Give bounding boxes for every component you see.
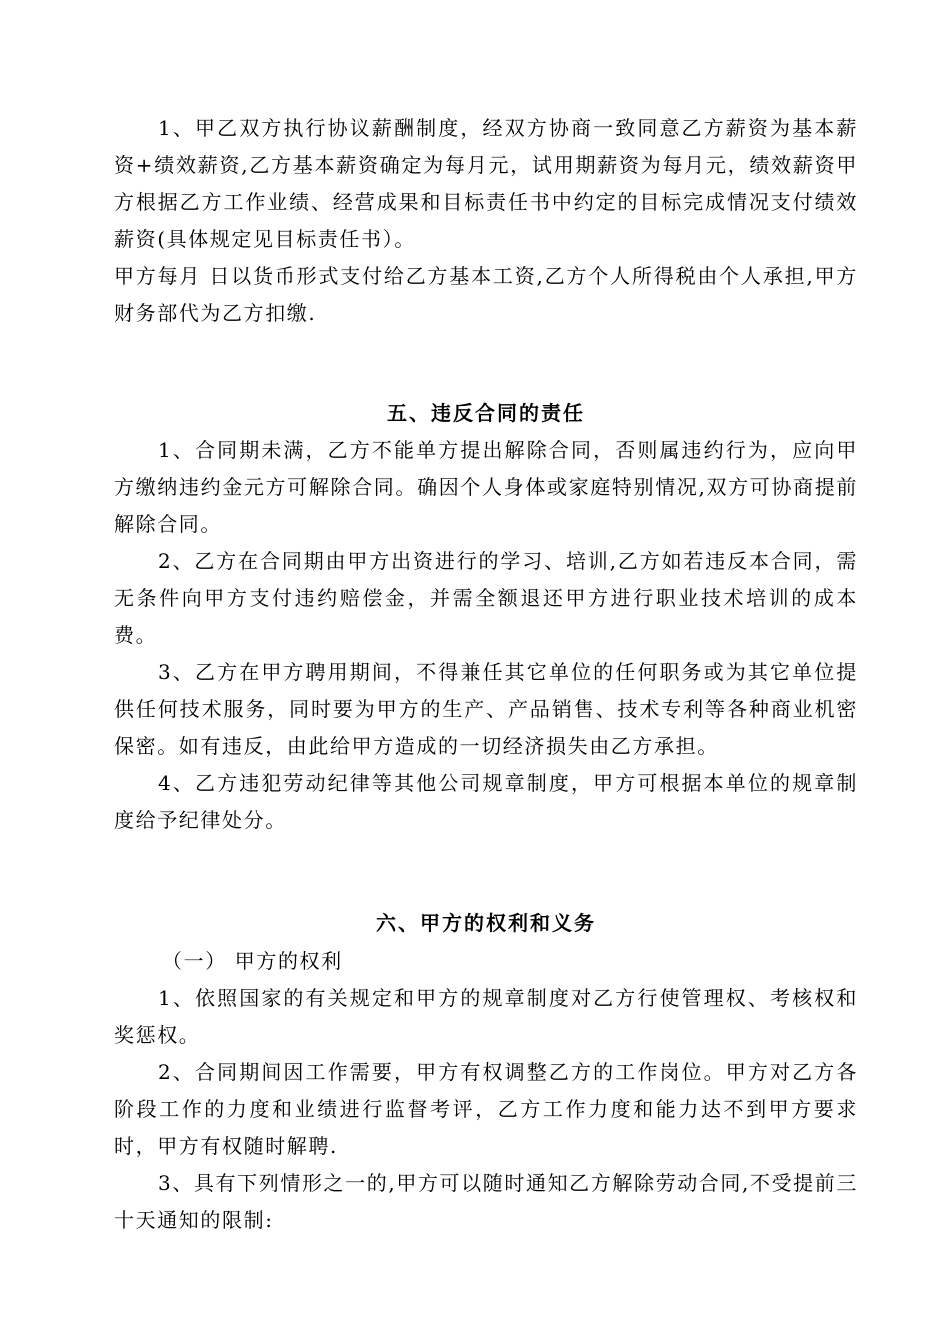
breach-clause-2: 2、乙方在合同期由甲方出资进行的学习、培训,乙方如若违反本合同，需无条件向甲方支付违约赔偿金，并需全额退还甲方进行职业技术培训的成本费。 xyxy=(114,549,858,647)
section-five-heading: 五、违反合同的责任 xyxy=(387,401,585,425)
subsection-rights-heading: （一） 甲方的权利 xyxy=(162,949,343,973)
rights-clause-3: 3、具有下列情形之一的,甲方可以随时通知乙方解除劳动合同,不受提前三十天通知的限制: xyxy=(114,1171,858,1232)
section-six-heading: 六、甲方的权利和义务 xyxy=(376,911,596,935)
breach-clause-1: 1、合同期未满，乙方不能单方提出解除合同，否则属违约行为，应向甲方缴纳违约金元方可解除合同。确因个人身体或家庭特别情况,双方可协商提前解除合同。 xyxy=(114,438,858,536)
rights-clause-1: 1、依照国家的有关规定和甲方的规章制度对乙方行使管理权、考核权和奖惩权。 xyxy=(114,986,858,1047)
salary-clause-paragraph: 1、甲乙双方执行协议薪酬制度，经双方协商一致同意乙方薪资为基本薪资+绩效薪资,乙方基本薪资确定为每月元，试用期薪资为每月元，绩效薪资甲方根据乙方工作业绩、经营成果和目标责任书中约定的目标完成情况支付绩效薪资(具体规定见目标责任书）。 xyxy=(114,116,858,251)
payment-date-paragraph: 甲方每月 日以货币形式支付给乙方基本工资,乙方个人所得税由个人承担,甲方财务部代为乙方扣缴. xyxy=(114,264,858,325)
breach-clause-3: 3、乙方在甲方聘用期间，不得兼任其它单位的任何职务或为其它单位提供任何技术服务，同时要为甲方的生产、产品销售、技术专利等各种商业机密保密。如有违反，由此给甲方造成的一切经济损失由乙方承担。 xyxy=(114,660,858,758)
breach-clause-4: 4、乙方违犯劳动纪律等其他公司规章制度，甲方可根据本单位的规章制度给予纪律处分。 xyxy=(114,771,858,832)
rights-clause-2: 2、合同期间因工作需要，甲方有权调整乙方的工作岗位。甲方对乙方各阶段工作的力度和业绩进行监督考评，乙方工作力度和能力达不到甲方要求时，甲方有权随时解聘. xyxy=(114,1060,858,1158)
